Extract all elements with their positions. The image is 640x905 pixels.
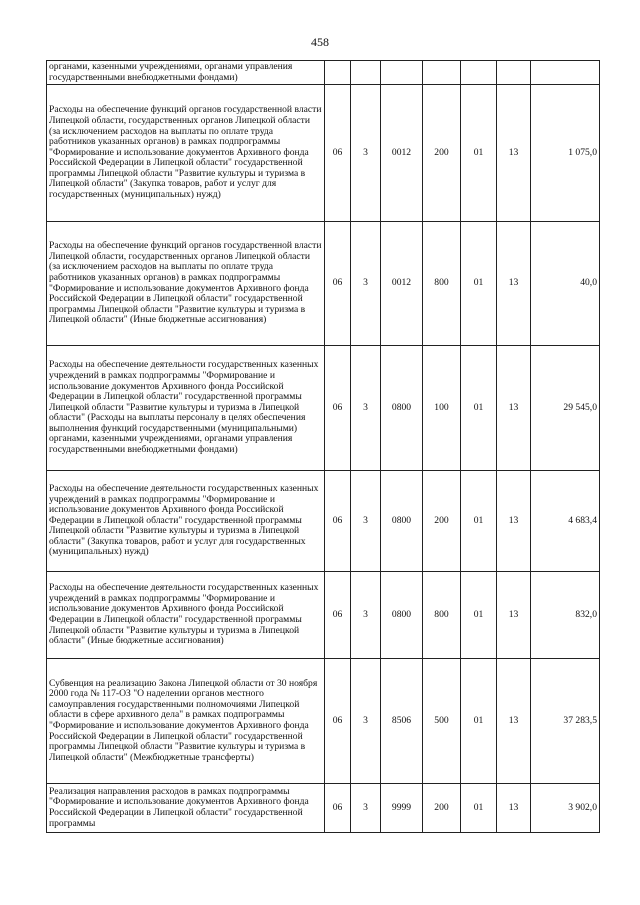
code-cell: 0800 <box>381 471 423 572</box>
amount-cell: 37 283,5 <box>531 659 600 784</box>
table-row <box>47 572 600 659</box>
code-cell: 3 <box>351 784 381 833</box>
page-number: 458 <box>311 35 329 49</box>
code-cell: 06 <box>325 471 351 572</box>
code-cell: 3 <box>351 659 381 784</box>
code-cell: 06 <box>325 659 351 784</box>
amount-cell: 40,0 <box>531 222 600 346</box>
table-row <box>47 222 600 346</box>
code-cell: 13 <box>497 85 531 222</box>
amount-cell: 29 545,0 <box>531 346 600 471</box>
code-cell: 01 <box>461 85 497 222</box>
code-cell: 01 <box>461 222 497 346</box>
code-cell <box>325 61 351 85</box>
row-description: Расходы на обеспечение функций органов государственной власти Липецкой области, государственных органов Липецкой области (за исключением расходов на выплаты по оплате труда работников указанных органов) в рамках подпрограммы "Формирование и использование документов Архивного фонда Российской Федерации в Липецкой области" государственной программы Липецкой области "Развитие культуры и туризма в Липецкой области" (Закупка товаров, работ и услуг для государственных (муниципальных) нужд) <box>47 85 325 222</box>
amount-cell: 832,0 <box>531 572 600 659</box>
row-description: Расходы на обеспечение деятельности государственных казенных учреждений в рамках подпрограммы "Формирование и использование документов Архивного фонда Российской Федерации в Липецкой области" государственной программы Липецкой области "Развитие культуры и туризма в Липецкой области" (Расходы на выплаты персоналу в целях обеспечения выполнения функций государственными (муниципальными) органами, казенными учреждениями, органами управления государственными внебюджетными фондами) <box>47 346 325 471</box>
code-cell: 13 <box>497 222 531 346</box>
amount-cell: 4 683,4 <box>531 471 600 572</box>
code-cell: 800 <box>423 572 461 659</box>
amount-cell: 3 902,0 <box>531 784 600 833</box>
code-cell <box>381 61 423 85</box>
table-row <box>47 85 600 222</box>
code-cell: 200 <box>423 784 461 833</box>
code-cell: 13 <box>497 784 531 833</box>
code-cell: 500 <box>423 659 461 784</box>
amount-cell: 1 075,0 <box>531 85 600 222</box>
budget-table <box>46 60 600 833</box>
code-cell: 13 <box>497 346 531 471</box>
code-cell: 3 <box>351 222 381 346</box>
code-cell <box>461 61 497 85</box>
code-cell: 3 <box>351 572 381 659</box>
code-cell: 0800 <box>381 346 423 471</box>
code-cell: 01 <box>461 659 497 784</box>
code-cell: 01 <box>461 471 497 572</box>
code-cell: 3 <box>351 471 381 572</box>
code-cell: 06 <box>325 784 351 833</box>
code-cell: 13 <box>497 471 531 572</box>
code-cell <box>351 61 381 85</box>
table-row <box>47 659 600 784</box>
code-cell: 13 <box>497 659 531 784</box>
code-cell: 01 <box>461 346 497 471</box>
code-cell: 0800 <box>381 572 423 659</box>
code-cell: 3 <box>351 346 381 471</box>
code-cell: 9999 <box>381 784 423 833</box>
code-cell: 200 <box>423 471 461 572</box>
code-cell: 0012 <box>381 85 423 222</box>
code-cell: 100 <box>423 346 461 471</box>
code-cell: 0012 <box>381 222 423 346</box>
code-cell: 13 <box>497 572 531 659</box>
code-cell: 06 <box>325 346 351 471</box>
row-description: Расходы на обеспечение деятельности государственных казенных учреждений в рамках подпрограммы "Формирование и использование документов Архивного фонда Российской Федерации в Липецкой области" государственной программы Липецкой области "Развитие культуры и туризма в Липецкой области" (Закупка товаров, работ и услуг для государственных (муниципальных) нужд) <box>47 471 325 572</box>
code-cell: 01 <box>461 572 497 659</box>
table-row <box>47 61 600 85</box>
table-row <box>47 346 600 471</box>
code-cell: 3 <box>351 85 381 222</box>
code-cell: 8506 <box>381 659 423 784</box>
code-cell <box>423 61 461 85</box>
row-description: Расходы на обеспечение деятельности государственных казенных учреждений в рамках подпрограммы "Формирование и использование документов Архивного фонда Российской Федерации в Липецкой области" государственной программы Липецкой области "Развитие культуры и туризма в Липецкой области" (Иные бюджетные ассигнования) <box>47 572 325 659</box>
code-cell: 01 <box>461 784 497 833</box>
table-row <box>47 784 600 833</box>
row-description: Субвенция на реализацию Закона Липецкой области от 30 ноября 2000 года № 117-ОЗ "О наделении органов местного самоуправления государственными полномочиями Липецкой области в сфере архивного дела" в рамках подпрограммы "Формирование и использование документов Архивного фонда Российской Федерации в Липецкой области" государственной программы Липецкой области "Развитие культуры и туризма в Липецкой области" (Межбюджетные трансферты) <box>47 659 325 784</box>
row-description: Реализация направления расходов в рамках подпрограммы "Формирование и использование документов Архивного фонда Российской Федерации в Липецкой области" государственной программы <box>47 784 325 833</box>
code-cell: 06 <box>325 222 351 346</box>
amount-cell <box>531 61 600 85</box>
code-cell: 200 <box>423 85 461 222</box>
row-description: Расходы на обеспечение функций органов государственной власти Липецкой области, государственных органов Липецкой области (за исключением расходов на выплаты по оплате труда работников указанных органов) в рамках подпрограммы "Формирование и использование документов Архивного фонда Российской Федерации в Липецкой области" государственной программы Липецкой области "Развитие культуры и туризма в Липецкой области" (Иные бюджетные ассигнования) <box>47 222 325 346</box>
table-row <box>47 471 600 572</box>
code-cell: 06 <box>325 85 351 222</box>
code-cell <box>497 61 531 85</box>
row-description: органами, казенными учреждениями, органами управления государственными внебюджетными фондами) <box>47 61 325 85</box>
code-cell: 06 <box>325 572 351 659</box>
code-cell: 800 <box>423 222 461 346</box>
